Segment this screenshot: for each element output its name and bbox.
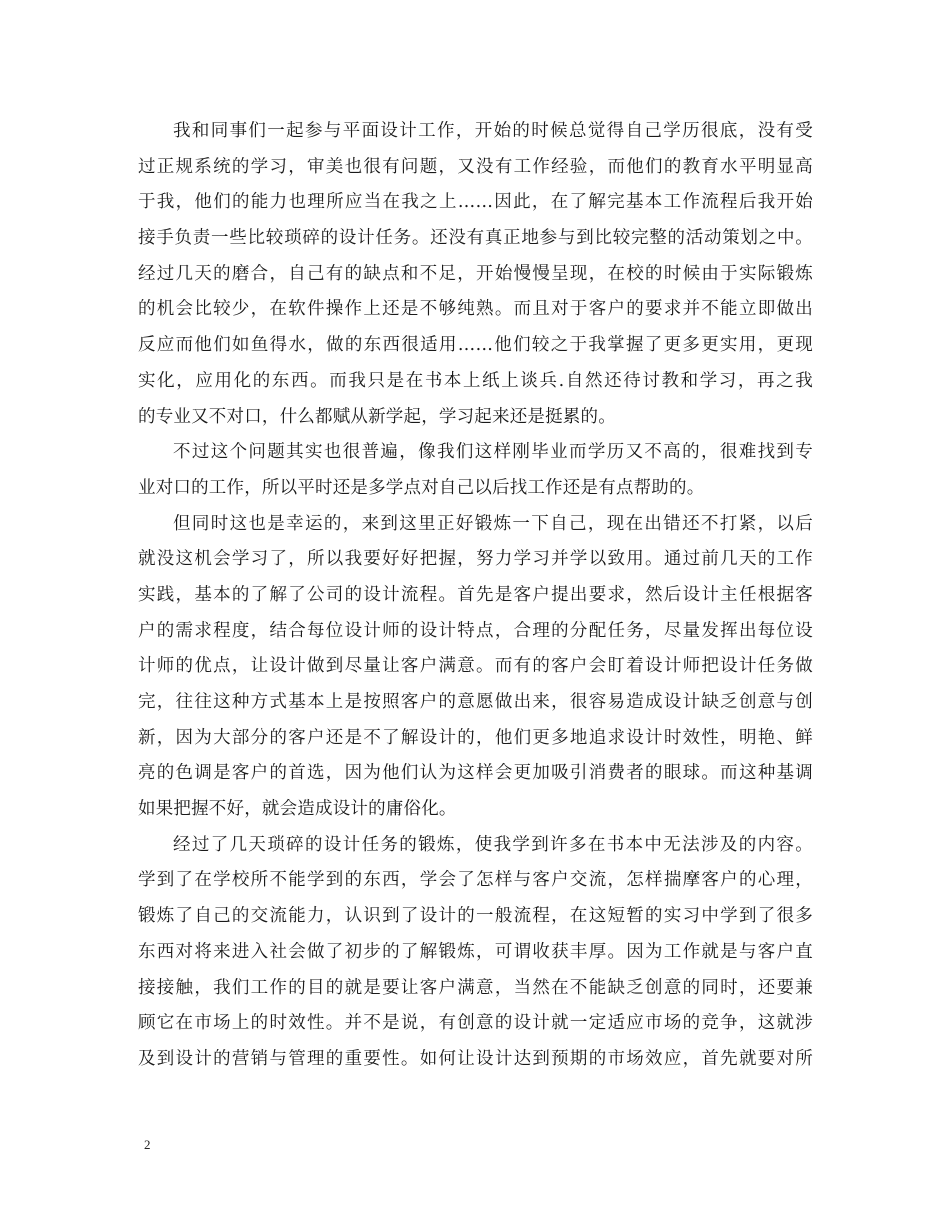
text-line: 东西对将来进入社会做了初步的了解锻炼，可谓收获丰厚。因为工作就是与客户直 bbox=[138, 941, 813, 962]
body-text bbox=[138, 114, 813, 1078]
paragraph-3 bbox=[138, 507, 813, 828]
text-line: 接手负责一些比较琐碎的设计任务。还没有真正地参与到比较完整的活动策划之中。 bbox=[138, 228, 813, 249]
page-number: 2 bbox=[144, 1137, 151, 1152]
text-line: 及到设计的营销与管理的重要性。如何让设计达到预期的市场效应，首先就要对所 bbox=[138, 1048, 813, 1069]
text-line: 的专业又不对口，什么都赋从新学起，学习起来还是挺累的。 bbox=[138, 406, 616, 427]
text-line: 接接触，我们工作的目的就是要让客户满意，当然在不能缺乏创意的同时，还要兼 bbox=[138, 977, 813, 998]
paragraph-4 bbox=[138, 828, 813, 1078]
text-line: 实化，应用化的东西。而我只是在书本上纸上谈兵.自然还待讨教和学习，再之我 bbox=[138, 370, 813, 391]
text-line: 新，因为大部分的客户还是不了解设计的，他们更多地追求设计时效性，明艳、鲜 bbox=[138, 727, 813, 748]
text-line: 学到了在学校所不能学到的东西，学会了怎样与客户交流，怎样揣摩客户的心理， bbox=[138, 870, 813, 891]
text-line: 顾它在市场上的时效性。并不是说，有创意的设计就一定适应市场的竞争，这就涉 bbox=[138, 1013, 813, 1034]
paragraph-1 bbox=[138, 114, 813, 435]
text-line: 户的需求程度，结合每位设计师的设计特点，合理的分配任务，尽量发挥出每位设 bbox=[138, 620, 813, 641]
text-line: 但同时这也是幸运的，来到这里正好锻炼一下自己，现在出错还不打紧，以后 bbox=[173, 513, 813, 534]
text-line: 我和同事们一起参与平面设计工作，开始的时候总觉得自己学历很底，没有受 bbox=[173, 121, 813, 141]
paragraph-2 bbox=[138, 435, 813, 506]
text-line: 如果把握不好，就会造成设计的庸俗化。 bbox=[138, 799, 457, 820]
text-line: 经过几天的磨合，自己有的缺点和不足，开始慢慢呈现，在校的时候由于实际锻炼 bbox=[138, 263, 813, 284]
text-line: 经过了几天琐碎的设计任务的锻炼，使我学到许多在书本中无法涉及的内容。 bbox=[173, 834, 813, 855]
text-line: 亮的色调是客户的首选，因为他们认为这样会更加吸引消费者的眼球。而这种基调 bbox=[138, 763, 813, 784]
text-line: 业对口的工作，所以平时还是多学点对自己以后找工作还是有点帮助的。 bbox=[138, 477, 705, 498]
text-line: 锻炼了自己的交流能力，认识到了设计的一般流程，在这短暂的实习中学到了很多 bbox=[138, 906, 813, 927]
text-line: 不过这个问题其实也很普遍，像我们这样刚毕业而学历又不高的，很难找到专 bbox=[173, 442, 813, 463]
text-line: 实践，基本的了解了公司的设计流程。首先是客户提出要求，然后设计主任根据客 bbox=[138, 584, 813, 605]
text-line: 于我，他们的能力也理所应当在我之上……因此，在了解完基本工作流程后我开始 bbox=[138, 192, 813, 213]
text-line: 反应而他们如鱼得水，做的东西很适用……他们较之于我掌握了更多更实用，更现 bbox=[138, 335, 813, 356]
text-line: 计师的优点，让设计做到尽量让客户满意。而有的客户会盯着设计师把设计任务做 bbox=[138, 656, 813, 677]
text-line: 的机会比较少，在软件操作上还是不够纯熟。而且对于客户的要求并不能立即做出 bbox=[138, 299, 813, 320]
text-line: 就没这机会学习了，所以我要好好把握，努力学习并学以致用。通过前几天的工作 bbox=[138, 549, 813, 570]
text-line: 完，往往这种方式基本上是按照客户的意愿做出来，很容易造成设计缺乏创意与创 bbox=[138, 692, 813, 712]
text-line: 过正规系统的学习，审美也很有问题，又没有工作经验，而他们的教育水平明显高 bbox=[138, 156, 813, 177]
